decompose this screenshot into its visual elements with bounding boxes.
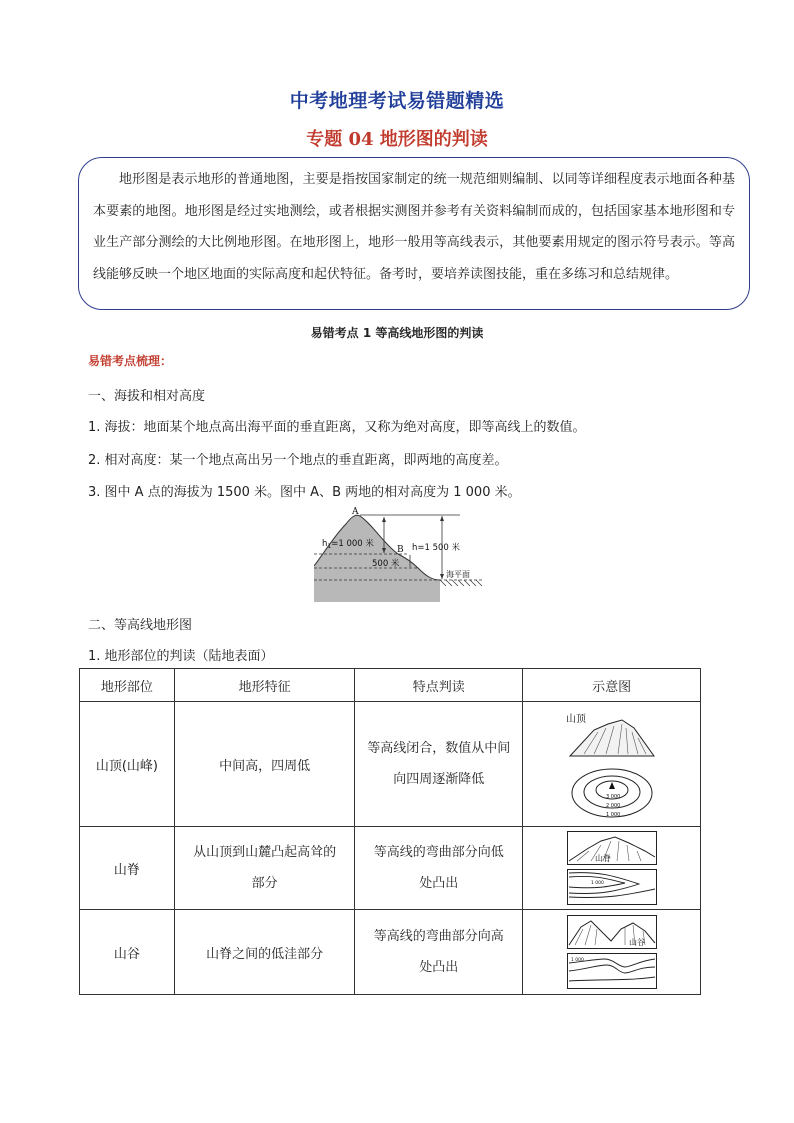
terrain-table (79, 668, 701, 995)
key-point-title: 易错考点 1 等高线地形图的判读 (310, 326, 484, 340)
label-h1: $h_1=1$ 000 米 (322, 539, 374, 550)
sketch-peak-label: 山顶 (565, 714, 586, 725)
feature-line: 从山顶到山麓凸起高耸的 (193, 845, 337, 860)
header-sketch: 示意图 (523, 669, 701, 702)
valley-sketch (567, 915, 657, 989)
cell-reading (355, 702, 523, 827)
label-b: B (397, 545, 404, 555)
svg-text:1 000: 1 000 (605, 812, 620, 818)
cell-sketch (523, 827, 701, 910)
header-part: 地形部位 (80, 669, 175, 702)
intro-box (78, 157, 750, 310)
section1-item-relative-height: 2. 相对高度：某一个地点高出另一个地点的垂直距离，即两地的高度差。 (88, 453, 508, 468)
table-row-peak (80, 702, 701, 827)
svg-text:2 000: 2 000 (605, 803, 620, 809)
header-feature: 地形特征 (174, 669, 355, 702)
cell-part: 山脊 (80, 827, 175, 910)
section1-heading: 一、海拔和相对高度 (88, 389, 206, 404)
reading-line: 等高线的弯曲部分向低 (373, 845, 504, 860)
cell-feature: 山脊之间的低洼部分 (174, 910, 355, 995)
review-label: 易错考点梳理： (88, 354, 173, 368)
sketch-valley-label: 山谷 (628, 938, 645, 947)
sketch-ridge-label: 山脊 (594, 854, 611, 863)
feature-line: 部分 (251, 876, 278, 891)
label-sea-level: 海平面 (446, 570, 470, 579)
topic-subtitle: 专题 04 地形图的判读 (306, 129, 488, 150)
document-title: 中考地理考试易错题精选 (289, 90, 505, 112)
cell-part: 山顶(山峰) (80, 702, 175, 827)
peak-sketch (564, 708, 660, 820)
svg-text:3 000: 3 000 (605, 794, 620, 800)
reading-line: 处凸出 (419, 960, 459, 975)
reading-line: 等高线的弯曲部分向高 (373, 929, 504, 944)
summit-triangle-icon (609, 782, 615, 789)
section1-item-altitude: 1. 海拔：地面某个地点高出海平面的垂直距离，又称为绝对高度，即等高线上的数值。 (88, 420, 586, 435)
section2-heading: 二、等高线地形图 (88, 618, 193, 633)
altitude-diagram (314, 506, 484, 602)
table-row-valley (80, 910, 701, 995)
svg-text:1 000: 1 000 (570, 958, 584, 963)
cell-reading (355, 827, 523, 910)
ridge-sketch (567, 831, 657, 905)
section2-item1: 1. 地形部位的判读（陆地表面） (88, 649, 274, 664)
reading-line: 处凸出 (419, 876, 459, 891)
header-reading: 特点判读 (355, 669, 523, 702)
table-row-ridge (80, 827, 701, 910)
section1-item-example: 3. 图中 A 点的海拔为 1500 米。图中 A、B 两地的相对高度为 1 000 米。 (88, 485, 521, 500)
label-h: h=1 500 米 (412, 543, 461, 553)
cell-feature: 中间高，四周低 (174, 702, 355, 827)
cell-feature (174, 827, 355, 910)
cell-reading (355, 910, 523, 995)
reading-line: 向四周逐渐降低 (393, 772, 485, 787)
reading-line: 等高线闭合，数值从中间 (367, 741, 511, 756)
cell-part: 山谷 (80, 910, 175, 995)
label-500: 500 米 (372, 559, 400, 569)
cell-sketch (523, 702, 701, 827)
svg-text:1 000: 1 000 (590, 881, 604, 886)
mountain-drawing (570, 720, 654, 756)
label-a: A (352, 507, 359, 517)
intro-paragraph: 地形图是表示地形的普通地图，主要是指按国家制定的统一规范细则编制、以同等详细程度表示地面各种基本要素的地图。地形图是经过实地测绘，或者根据实测图并参考有关资料编制而成的，包括国家基本地形图和专业生产部分测绘的大比例地形图。在地形图上，地形一般用等高线表示，其他要素用规定的图示符号表示。等高线能够反映一个地区地面的实际高度和起伏特征。备考时，要培养读图技能，重在多练习和总结规律。 (93, 172, 735, 282)
table-header-row (80, 669, 701, 702)
cell-sketch (523, 910, 701, 995)
